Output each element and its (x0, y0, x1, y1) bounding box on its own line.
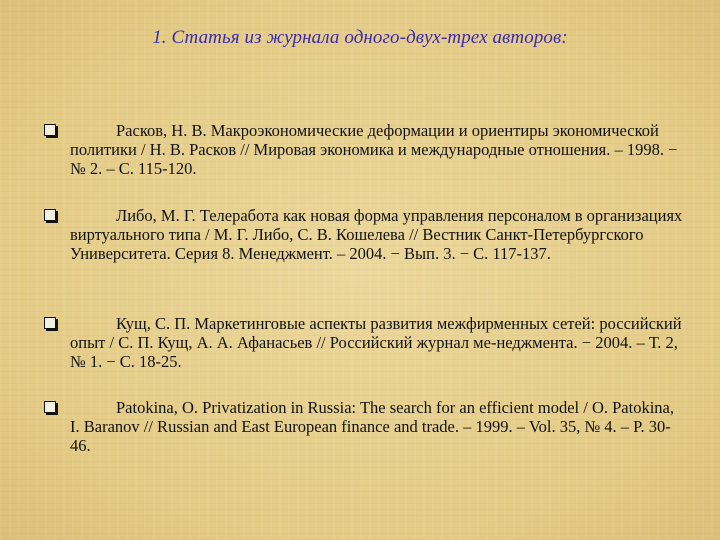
slide-title: 1. Статья из журнала одного-двух-трех авторов: (152, 27, 568, 48)
reference-text: Расков, Н. В. Макроэкономические деформации и ориентиры экономической политики / Н. В. Расков // Мировая экономика и международные отношения. – 1998. − № 2. – С. 115-120. (70, 121, 678, 178)
checkbox-bullet-icon (44, 124, 56, 136)
reference-text: Кущ, С. П. Маркетинговые аспекты развития межфирменных сетей: российский опыт / С. П. Кущ, А. А. Афанасьев // Российский журнал ме-неджмента. − 2004. – Т. 2, № 1. − С. 18-25. (70, 314, 682, 371)
reference-text: Patokina, O. Privatization in Russia: The search for an efficient model / O. Patokina, I. Baranov // Russian and East European finance and trade. – 1999. – Vol. 35, № 4. – P. 30-46. (70, 398, 674, 455)
checkbox-bullet-icon (44, 317, 56, 329)
reference-text: Либо, М. Г. Телеработа как новая форма управления персоналом в организациях виртуального типа / М. Г. Либо, С. В. Кошелева // Вестник Санкт-Петербургского Университета. Серия 8. Менеджмент. – 2004. − Вып. 3. − С. 117-137. (70, 206, 683, 263)
checkbox-bullet-icon (44, 401, 56, 413)
checkbox-bullet-icon (44, 209, 56, 221)
